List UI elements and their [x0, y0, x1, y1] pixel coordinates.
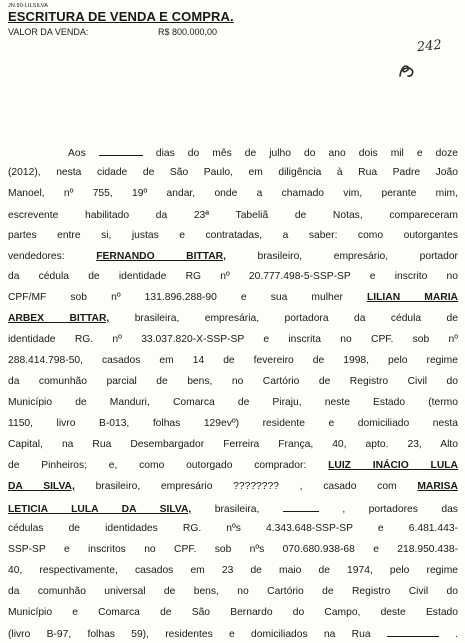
deed-line-23: Município e Comarca de São Bernardo do Campo, deste Estado: [8, 607, 458, 618]
deed-line-3: Manoel, nº 755, 19º andar, onde a chamado vim, perante mim,: [8, 188, 458, 199]
buyer-wife-name-part1: MARISA: [417, 481, 458, 492]
deed-line-1: [68, 146, 458, 160]
deed-line-9: [8, 313, 458, 325]
deed-line-5: partes entre si, justas e contratadas, a saber: como outorgantes: [8, 230, 458, 241]
buyer-wife-name-part2: LETICIA LULA DA SILVA,: [8, 504, 192, 515]
text-residence: (livro B-97, folhas 59), residentes e domiciliados na Rua: [8, 629, 371, 640]
text-month-year: dias do mês de julho do ano dois mil e doze: [155, 148, 458, 159]
text-vendedores: vendedores:: [8, 251, 65, 262]
handwritten-initials-mark: [396, 58, 420, 82]
day-blank: [99, 146, 143, 156]
text-seller-details: brasileiro, empresário, portador: [257, 251, 458, 262]
text-wife-nationality: brasileira,: [214, 504, 260, 515]
deed-line-12: da comunhão parcial de bens, no Cartório de Registro Civil do: [8, 376, 458, 387]
sale-value-amount: R$ 800.000,00: [158, 27, 218, 37]
text-bearers: , portadores das: [342, 504, 458, 515]
deed-line-20: SSP-SP e inscritos no CPF. sob nºs 070.680.938-68 e 218.950.438-: [8, 544, 458, 555]
deed-line-8: [8, 292, 458, 304]
deed-line-2: (2012), nesta cidade de São Paulo, em diligência à Rua Padre João: [8, 167, 458, 178]
deed-line-19: cédulas de identidades RG. nºs 4.343.648-SSP-SP e 6.481.443-: [8, 523, 458, 534]
deed-line-14: 1150, livro B-013, folhas 129evº) residente e domiciliado nesta: [8, 418, 458, 429]
handwritten-folio-number: 242: [416, 37, 443, 56]
sale-value-label: VALOR DA VENDA:: [8, 27, 89, 37]
deed-line-16: [8, 460, 458, 472]
text-aos: Aos: [68, 148, 86, 159]
buyer-name-part2: DA SILVA,: [8, 481, 75, 492]
seller-name-lilian-part2: ARBEX BITTAR,: [8, 313, 110, 324]
text-buyer-intro: de Pinheiros; e, como outorgado comprador:: [8, 460, 307, 471]
deed-line-17: [8, 481, 458, 493]
text-cpf-spouse: CPF/MF sob nº 131.896.288-90 e sua mulher: [8, 292, 343, 303]
deed-line-21: 40, respectivamente, casados em 23 de maio de 1974, pelo regime: [8, 565, 458, 576]
deed-line-7: da cédula de identidade RG nº 20.777.498-5-SSP-SP e inscrito no: [8, 271, 458, 282]
document-reference-code: JN.90-LILSILVA: [8, 3, 49, 9]
seller-name-fernando: FERNANDO BITTAR,: [96, 251, 226, 262]
deed-line-15: Capital, na Rua Desembargador Ferreira França, 40, apto. 23, Alto: [8, 439, 458, 450]
text-spouse-details: brasileira, empresária, portadora da cédula de: [134, 313, 459, 324]
deed-line-13: Município de Manduri, Comarca de Piraju, neste Estado (termo: [8, 397, 458, 408]
seller-name-lilian-part1: LILIAN MARIA: [366, 292, 458, 303]
deed-line-22: da comunhão universal de bens, no Cartório de Registro Civil do: [8, 586, 458, 597]
street-blank: [387, 627, 439, 637]
deed-line-18: [8, 502, 458, 516]
profession-blank: [283, 502, 319, 512]
deed-line-24: [8, 627, 458, 641]
deed-line-4: escrevente habilitado da 23ª Tabeliã de Notas, compareceram: [8, 210, 458, 221]
document-title: ESCRITURA DE VENDA E COMPRA.: [8, 9, 234, 24]
buyer-name-part1: LUIZ INÁCIO LULA: [328, 460, 458, 471]
deed-line-6: [8, 251, 458, 263]
deed-line-11: 288.414.798-50, casados em 14 de fevereiro de 1998, pelo regime: [8, 355, 458, 366]
text-period: .: [455, 629, 458, 640]
text-buyer-details: brasileiro, empresário ???????? , casado com: [95, 481, 397, 492]
deed-line-10: identidade RG. nº 33.037.820-X-SSP-SP e inscrita no CPF. sob nº: [8, 334, 458, 345]
